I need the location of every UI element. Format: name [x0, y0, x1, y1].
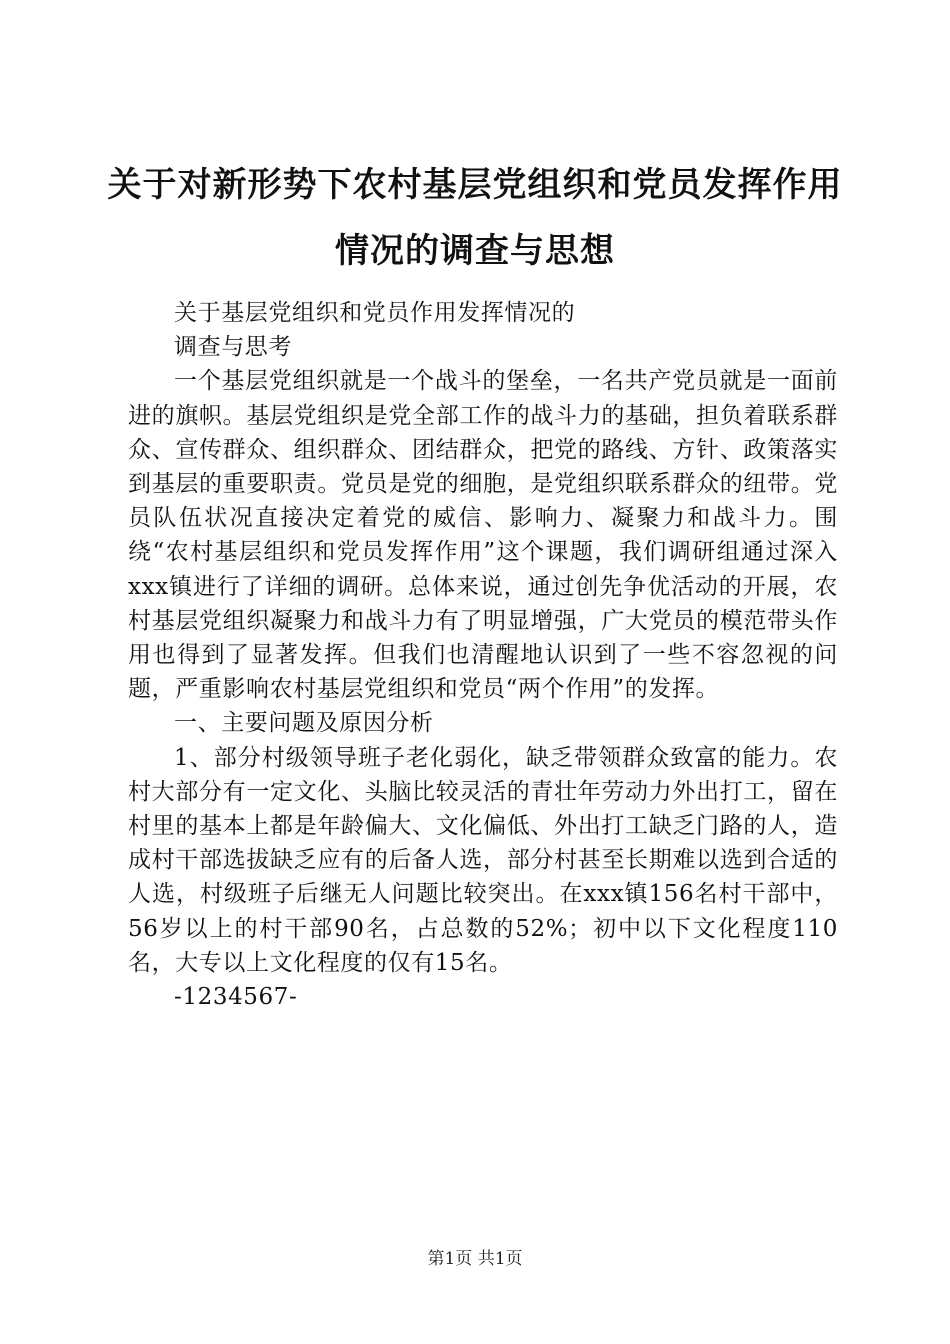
subtitle-line-2: 调查与思考 — [174, 334, 292, 361]
page-footer: 第1页 共1页 — [427, 1249, 523, 1269]
section-heading: 一、主要问题及原因分析 — [174, 710, 434, 737]
problem-paragraph: 1、部分村级领导班子老化弱化，缺乏带领群众致富的能力。农村大部分有一定文化、头脑比较灵活的青壮年劳动力外出打工，留在村里的基本上都是年龄偏大、文化偏低、外出打工缺乏门路的人，造成村干部选拔缺乏应有的后备人选，部分村甚至长期难以选到合适的人选，村级班子后继无人问题比较突出。在xxx镇156名村干部中，56岁以上的村干部90名，占总数的52%；初中以下文化程度110名，大专以上文化程度的仅有15名。 — [128, 744, 838, 976]
intro-paragraph: 一个基层党组织就是一个战斗的堡垒，一名共产党员就是一面前进的旗帜。基层党组织是党全部工作的战斗力的基础，担负着联系群众、宣传群众、组织群众、团结群众，把党的路线、方针、政策落实到基层的重要职责。党员是党的细胞，是党组织联系群众的纽带。党员队伍状况直接决定着党的威信、影响力、凝聚力和战斗力。围绕“农村基层组织和党员发挥作用”这个课题，我们调研组通过深入xxx镇进行了详细的调研。总体来说，通过创先争优活动的开展，农村基层党组织凝聚力和战斗力有了明显增强，广大党员的模范带头作用也得到了显著发挥。但我们也清醒地认识到了一些不容忽视的问题，严重影响农村基层党组织和党员“两个作用”的发挥。 — [128, 368, 838, 703]
subtitle-line-1: 关于基层党组织和党员作用发挥情况的 — [174, 300, 576, 326]
document-title: 关于对新形势下农村基层党组织和党员发挥作用情况的调查与思想 — [107, 165, 843, 271]
document-body — [128, 296, 838, 1014]
inline-page-marker: -1234567- — [174, 984, 298, 1011]
